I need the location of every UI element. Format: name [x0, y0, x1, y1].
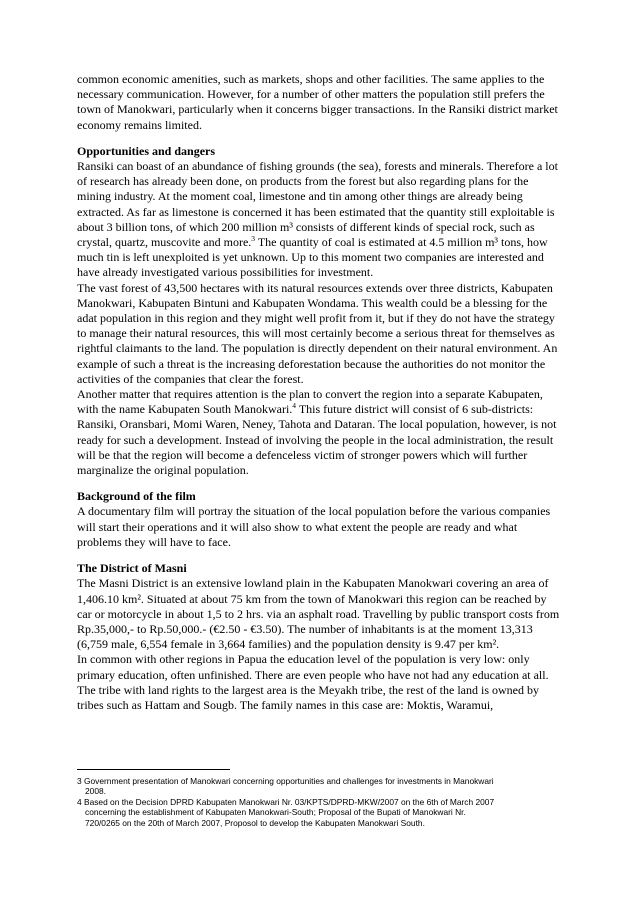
body-text [77, 72, 561, 713]
heading-masni: The District of Masni [77, 561, 187, 576]
opportunities-paragraph-3 [77, 387, 561, 478]
footnote-3-line-1: 3 Government presentation of Manokwari concerning opportunities and challenges for investments in Manokwari [77, 776, 494, 786]
opp-p3-part-b: This future district will consist of 6 sub-districts: Ransiki, Oransbari, Momi Waren, Neney, Tahota and Dataran. The local population, however, is not ready for such a development. Instead of involving the people in the local administration, the result will be that the region will become a defenceless victim of stronger powers which will further marginalize the original population. [77, 402, 557, 478]
footnote-3 [77, 776, 563, 797]
footnote-ref-4: 4 [292, 401, 297, 411]
footnotes [77, 776, 563, 828]
heading-film: Background of the film [77, 489, 196, 504]
heading-opportunities: Opportunities and dangers [77, 143, 216, 158]
film-paragraph: A documentary film will portray the situation of the local population before the various companies will start their operations and it will also show to what extent the people are ready and what problems they will have to face. [77, 504, 551, 549]
footnote-4-line-2: concerning the establishment of Kabupaten Manokwari-South; Proposal of the Bupati of Manokwari Nr. [85, 807, 466, 818]
opp-p1-part-a: Ransiki can boast of an abundance of fishing grounds (the sea), forests and minerals. Therefore a lot of research has already been done, on products from the forest but also regarding plans for the mining industry. At the moment coal, limestone and tin among other things are already being extracted. As far as limestone is concerned it has been estimated that the quantity still exploitable is about 3 billion tons, of which 200 million m³ consists of different kinds of special rock, such as crystal, quartz, muscovite and more. [77, 159, 558, 250]
masni-paragraph-1: The Masni District is an extensive lowland plain in the Kabupaten Manokwari covering an area of 1,406.10 km². Situated at about 75 km from the town of Manokwari this region can be reached by car or motorcycle in about 1,5 to 2 hrs. via an asphalt road. Travelling by public transport costs from Rp.35,000,- to Rp.50,000.- (€2.50 - €3.50). The number of inhabitants is at the moment 13,313 (6,759 male, 6,554 female in 3,664 families) and the population density is 9.47 per km². [77, 576, 560, 652]
opp-p3-part-a: Another matter that requires attention is the plan to convert the region into a separate Kabupaten, with the name Kabupaten South Manokwari. [77, 387, 543, 417]
masni-paragraph-2: In common with other regions in Papua the education level of the population is very low: only primary education, often unfinished. There are even people who have not had any education at all. [77, 652, 549, 682]
opportunities-paragraph-2: The vast forest of 43,500 hectares with its natural resources extends over three districts, Kabupaten Manokwari, Kabupaten Bintuni and Kabupaten Wondama. This wealth could be a blessing for the adat population in this region and they might well profit from it, but if they do not have the strategy to manage their natural resources, this will most certainly become a serious threat for themselves as rightful claimants to the land. The population is directly dependent on their natural environment. An example of such a threat is the increasing deforestation because the authorities do not monitor the activities of the companies that clear the forest. [77, 280, 558, 386]
opp-p1-part-b: The quantity of coal is estimated at 4.5 million m³ tons, how much tin is left unexploited is yet unknown. Up to this moment two companies are interested and have already investigated various possibilities for investment. [77, 235, 548, 280]
footnote-4-line-1: 4 Based on the Decision DPRD Kabupaten Manokwari Nr. 03/KPTS/DPRD-MKW/2007 on the 6th of March 2007 [77, 796, 495, 807]
footnote-ref-3: 3 [251, 234, 256, 244]
intro-paragraph: common economic amenities, such as markets, shops and other facilities. The same applies to the necessary communication. However, for a number of other matters the population still prefers the town of Manokwari, particularly when it concerns bigger transactions. In the Ransiki district market economy remains limited. [77, 72, 558, 132]
footnote-3-line-2: 2008. [85, 786, 106, 797]
masni-paragraph-3: The tribe with land rights to the largest area is the Meyakh tribe, the rest of the land is owned by tribes such as Hattam and Sougb. The family names in this case are: Moktis, Waramui, [77, 682, 539, 712]
footnote-divider [77, 769, 230, 770]
opportunities-paragraph-1 [77, 159, 561, 281]
footnote-4-line-3: 720/0265 on the 20th of March 2007, Proposol to develop the Kabupaten Manokwari South. [85, 817, 425, 828]
footnote-4 [77, 797, 563, 828]
